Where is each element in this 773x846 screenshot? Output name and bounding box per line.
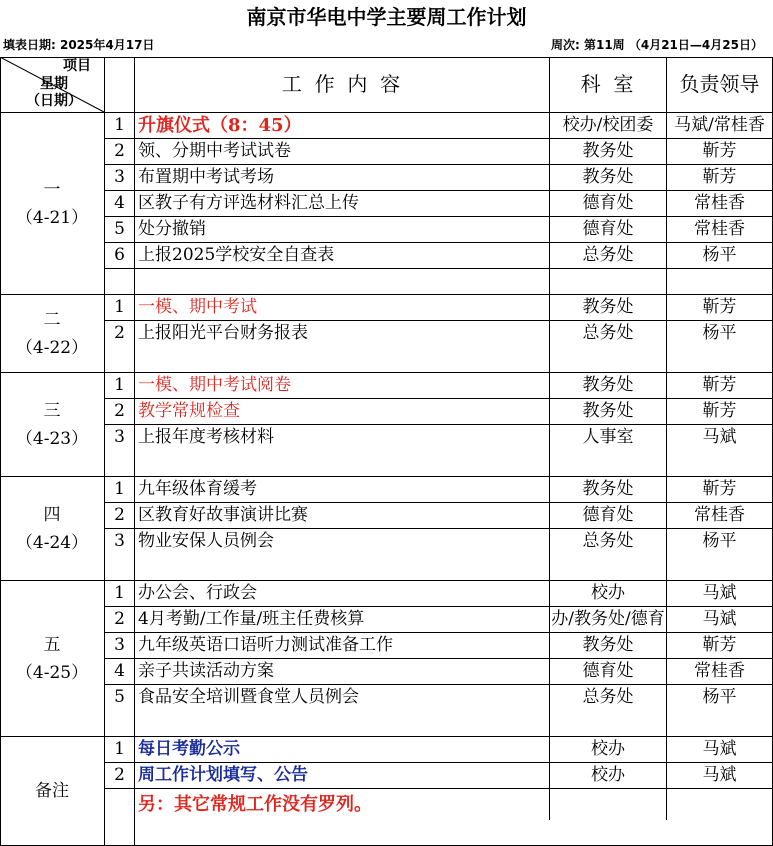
task-leader: 马斌 [702,427,737,447]
task-number: 5 [114,219,125,239]
task-number: 3 [114,427,125,447]
task-number: 1 [114,375,125,395]
task-number: 2 [114,609,125,629]
task-office: 德育处 [582,661,634,681]
task-leader: 马斌 [702,609,737,629]
content-column-border [134,57,135,846]
task-office: 办/教务处/德育 [551,609,665,629]
task-office: 教务处 [582,401,634,421]
task-content: 食品安全培训暨食堂人员例会 [138,687,359,707]
task-content: 物业安保人员例会 [138,531,274,551]
corner-diagonal [0,57,105,113]
task-content: 区教育好故事演讲比赛 [138,505,308,525]
task-number: 1 [114,583,125,603]
day-label-4 [0,501,104,557]
task-office: 校办/校团委 [562,115,654,135]
footer-note: 另：其它常规工作没有罗列。 [138,794,372,815]
task-content: 4月考勤/工作量/班主任费核算 [138,609,365,629]
task-number: 2 [114,323,125,343]
task-number: 3 [114,635,125,655]
task-number: 3 [114,531,125,551]
task-office: 教务处 [582,375,634,395]
corner-diagonal-line [0,57,104,112]
task-leader: 常桂香 [694,219,745,239]
task-number: 2 [114,401,125,421]
fill-date: 填表日期: 2025年4月17日 [3,38,155,52]
task-leader: 常桂香 [694,661,745,681]
task-content: 布置期中考试考场 [138,167,274,187]
task-number: 6 [114,245,125,265]
day-label-3-line: （4-23） [15,428,89,449]
day-label-2 [0,306,104,362]
corner-item-label: 项目 [63,58,91,74]
task-number: 1 [114,115,125,135]
header-content: 工 作 内 容 [281,72,401,96]
day-label-3-line: 三 [43,400,61,421]
task-office: 教务处 [582,167,634,187]
task-content: 处分撤销 [138,219,206,239]
day-label-1-line: 一 [43,179,61,200]
task-number: 4 [114,661,125,681]
task-leader: 靳芳 [702,297,737,317]
header-leader: 负责领导 [679,72,760,96]
task-leader: 马斌 [702,583,737,603]
leader-column-border [666,57,667,820]
row-border [104,788,773,789]
corner-weekday-label: 星期 [40,76,68,92]
task-number: 1 [114,739,125,759]
task-leader: 靳芳 [702,635,737,655]
task-content: 办公会、行政会 [138,583,257,603]
task-content: 亲子共读活动方案 [138,661,274,681]
task-content: 上报年度考核材料 [138,427,274,447]
task-office: 校办 [591,583,625,603]
task-number: 2 [114,765,125,785]
day-label-3 [0,397,104,453]
left-border [0,57,1,846]
task-content: 九年级体育缓考 [138,479,257,499]
task-office: 总务处 [582,323,634,343]
task-office: 德育处 [582,505,634,525]
task-office: 德育处 [582,219,634,239]
task-number: 1 [114,479,125,499]
day-label-4-line: 四 [43,504,61,525]
task-leader: 马斌 [702,739,737,759]
task-content: 上报阳光平台财务报表 [138,323,308,343]
task-leader: 马斌 [702,765,737,785]
task-leader: 靳芳 [702,375,737,395]
number-column-border [104,57,105,846]
task-leader: 靳芳 [702,401,737,421]
task-leader: 杨平 [702,687,737,707]
table-top-border [0,57,773,58]
task-number: 1 [114,297,125,317]
task-office: 校办 [591,765,625,785]
task-number: 4 [114,193,125,213]
day-label-5-line: 五 [43,634,61,655]
remarks-label-line: 备注 [35,781,69,801]
task-leader: 杨平 [702,245,737,265]
task-office: 教务处 [582,479,634,499]
task-leader: 杨平 [702,531,737,551]
task-content: 教学常规检查 [138,401,240,421]
office-column-border [549,57,550,820]
task-office: 总务处 [582,245,634,265]
task-leader: 杨平 [702,323,737,343]
task-office: 教务处 [582,141,634,161]
remarks-label [0,777,104,805]
task-content: 升旗仪式（8：45） [138,115,302,136]
task-content: 九年级英语口语听力测试准备工作 [138,635,393,655]
task-number: 3 [114,167,125,187]
task-content: 周工作计划填写、公告 [138,765,308,785]
task-content: 领、分期中考试试卷 [138,141,291,161]
task-number: 5 [114,687,125,707]
header-office: 科 室 [580,72,634,96]
day-label-5 [0,631,104,687]
task-content: 一模、期中考试阅卷 [138,375,291,395]
task-leader: 常桂香 [694,505,745,525]
task-content: 区教子有方评选材料汇总上传 [138,193,359,213]
task-number: 2 [114,505,125,525]
day-label-4-line: （4-24） [15,532,89,553]
task-leader: 马斌/常桂香 [674,115,765,135]
task-leader: 靳芳 [702,167,737,187]
day-label-1 [0,176,104,232]
task-office: 总务处 [582,687,634,707]
task-content: 每日考勤公示 [138,739,240,759]
task-content: 上报2025学校安全自查表 [138,245,335,265]
task-office: 人事室 [582,427,634,447]
task-leader: 靳芳 [702,141,737,161]
page-title: 南京市华电中学主要周工作计划 [246,5,527,29]
row-border [104,268,773,269]
task-number: 2 [114,141,125,161]
task-office: 教务处 [582,297,634,317]
day-label-2-line: 二 [43,309,61,330]
day-label-2-line: （4-22） [15,337,89,358]
task-content: 一模、期中考试 [138,297,257,317]
task-leader: 靳芳 [702,479,737,499]
task-office: 校办 [591,739,625,759]
task-office: 德育处 [582,193,634,213]
week-info: 周次: 第11周 （4月21日—4月25日） [551,38,763,52]
corner-date-label: （日期） [26,93,82,109]
task-leader: 常桂香 [694,193,745,213]
task-office: 总务处 [582,531,634,551]
task-office: 教务处 [582,635,634,655]
day-label-1-line: （4-21） [15,207,89,228]
day-label-5-line: （4-25） [15,662,89,683]
